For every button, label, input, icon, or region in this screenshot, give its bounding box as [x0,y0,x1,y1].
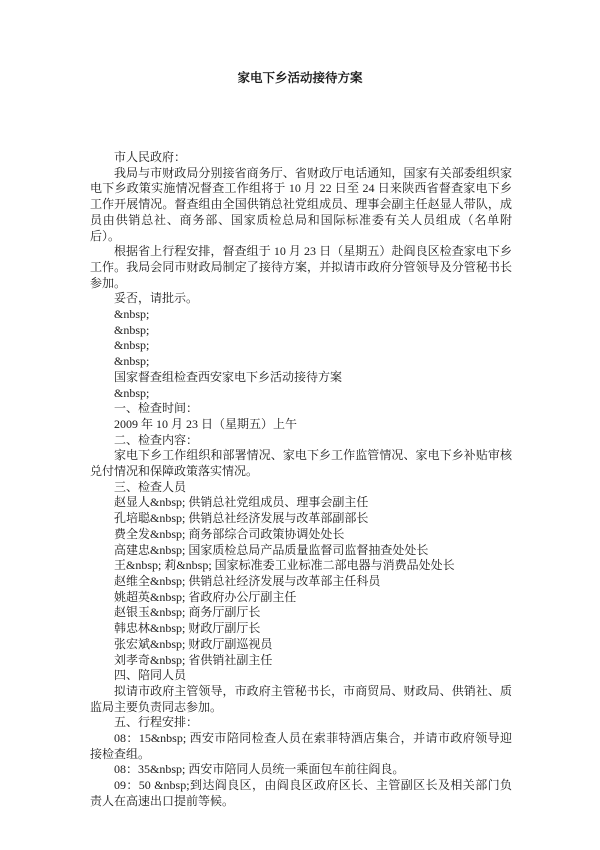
nbsp-line: &nbsp; [114,322,150,337]
section-heading-inspection-content: 二、检查内容： [114,432,199,447]
section-heading-inspection-time: 一、检查时间： [114,401,199,416]
itinerary-item: 08：35&nbsp; 西安市陪同人员统一乘面包车前往阎良。 [114,762,405,777]
inspector-item: 张宏斌&nbsp; 财政厅副巡视员 [114,636,273,651]
intro-paragraph: 根据省上行程安排，督查组于 10 月 23 日（星期五）赴阎良区检查家电下乡工作。我局会同市财政局制定了接待方案，并拟请市政府分管领导及分管秘书长参加。 [90,244,512,290]
section-heading-inspectors: 三、检查人员 [114,479,187,494]
inspector-item: 姚超英&nbsp; 省政府办公厅副主任 [114,589,297,604]
inspection-time-value: 2009 年 10 月 23 日（星期五）上午 [114,416,298,431]
inspector-item: 刘孝奇&nbsp; 省供销社副主任 [114,652,273,667]
section-heading-accompanying-staff: 四、陪同人员 [114,668,187,683]
intro-paragraph: 我局与市财政局分别接省商务厅、省财政厅电话通知，国家有关部委组织家电下乡政策实施情况督查工作组将于 10 月 22 日至 24 日来陕西省督查家电下乡工作开展情况。督查组由全国供销总社党组成员、理事会副主任赵显人带队，成员由供销总社、商务部、国家质检总局和国际标准委有关人员组成（名单附后）。 [90,165,512,243]
inspector-item: 赵显人&nbsp; 供销总社党组成员、理事会副主任 [114,495,369,510]
inspector-item: 高建忠&nbsp; 国家质检总局产品质量监督司监督抽查处处长 [114,542,429,557]
itinerary-item: 08：15&nbsp; 西安市陪同检查人员在索菲特酒店集合，并请市政府领导迎接检查组。 [90,731,512,761]
plan-title: 国家督查组检查西安家电下乡活动接待方案 [114,369,343,384]
nbsp-line: &nbsp; [114,385,150,400]
nbsp-line: &nbsp; [114,307,150,322]
inspector-item: 韩忠林&nbsp; 财政厅副厅长 [114,621,261,636]
nbsp-line: &nbsp; [114,338,150,353]
inspector-item: 孔培聪&nbsp; 供销总社经济发展与改革部副部长 [114,511,369,526]
document-title: 家电下乡活动接待方案 [237,71,363,85]
document-body [90,150,512,810]
inspector-item: 赵银玉&nbsp; 商务厅副厅长 [114,605,261,620]
inspector-item: 王&nbsp; 莉&nbsp; 国家标准委工业标准二部电器与消费品处处长 [114,558,455,573]
itinerary-item: 09：50 &nbsp;到达阎良区，由阎良区政府区长、主管副区长及相关部门负责人在高速出口提前等候。 [90,778,512,808]
inspector-item: 赵维全&nbsp; 供销总社经济发展与改革部主任科员 [114,573,381,588]
itinerary-list [90,731,512,810]
nbsp-line: &nbsp; [114,354,150,369]
inspector-list [90,495,512,668]
inspection-content-value: 家电下乡工作组织和部署情况、家电下乡工作监管情况、家电下乡补贴审核兑付情况和保障政策落实情况。 [90,448,512,479]
accompanying-staff-value: 拟请市政府主管领导，市政府主管秘书长，市商贸局、财政局、供销社、质监局主要负责同志参加。 [90,683,512,714]
salutation: 市人民政府： [114,150,187,164]
inspector-item: 费全发&nbsp; 商务部综合司政策协调处处长 [114,526,345,541]
request-line: 妥否，请批示。 [114,291,199,306]
section-heading-itinerary: 五、行程安排： [114,715,199,730]
